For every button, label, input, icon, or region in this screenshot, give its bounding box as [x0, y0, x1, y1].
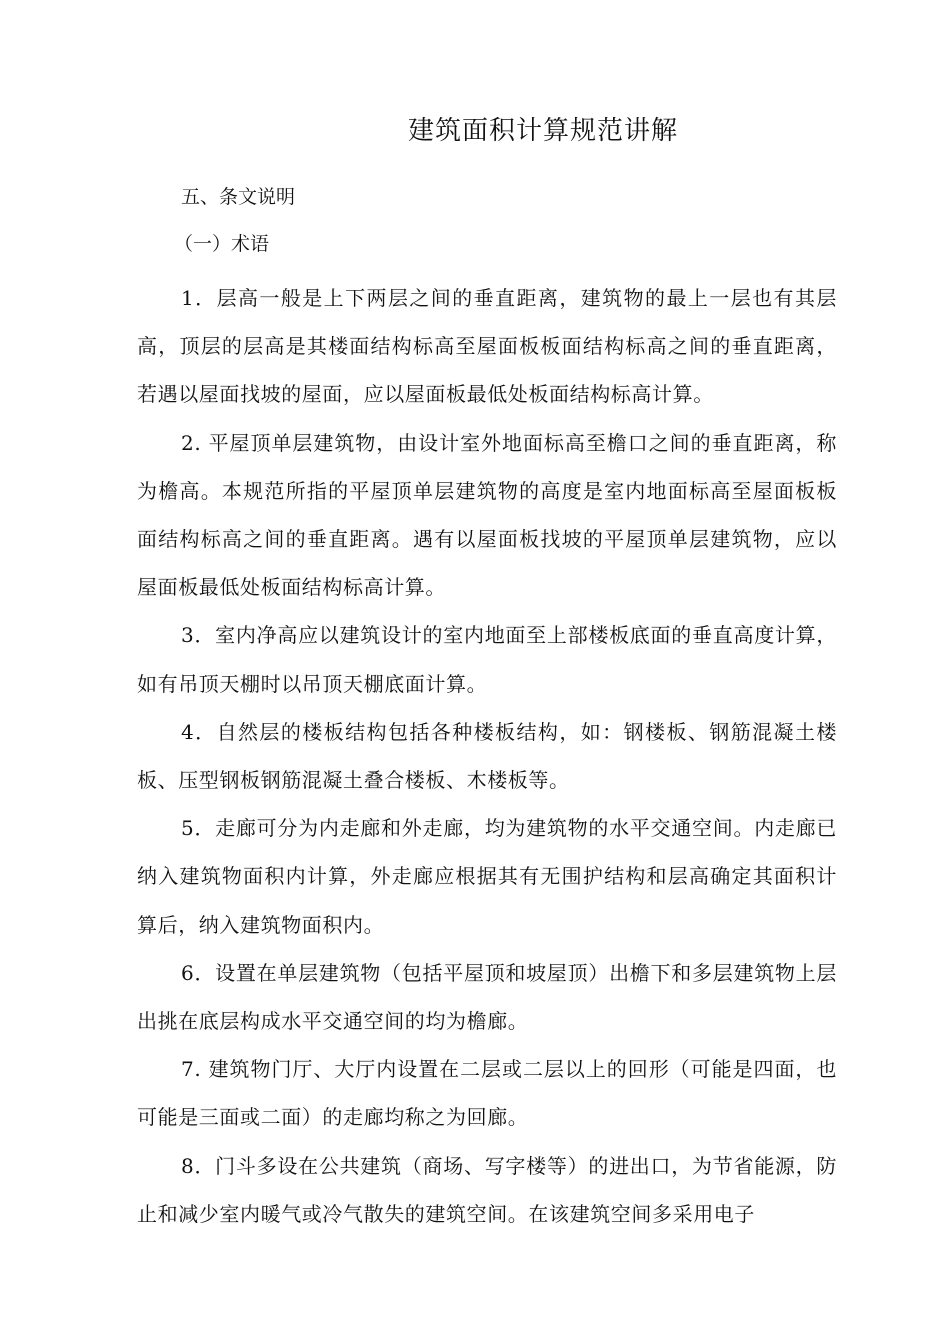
paragraph-2: 2. 平屋顶单层建筑物，由设计室外地面标高至檐口之间的垂直距离，称为檐高。本规范所指的平屋顶单层建筑物的高度是室内地面标高至屋面板板面结构标高之间的垂直距离。遇有以屋面板找坡的平屋顶单层建筑物，应以屋面板最低处板面结构标高计算。 — [137, 430, 837, 600]
paragraph-1: 1．层高一般是上下两层之间的垂直距离，建筑物的最上一层也有其层高，顶层的层高是其楼面结构标高至屋面板板面结构标高之间的垂直距离，若遇以屋面找坡的屋面，应以屋面板最低处板面结构标高计算。 — [137, 286, 837, 407]
paragraph-5: 5．走廊可分为内走廊和外走廊，均为建筑物的水平交通空间。内走廊已纳入建筑物面积内计算，外走廊应根据其有无围护结构和层高确定其面积计算后，纳入建筑物面积内。 — [137, 816, 837, 937]
body-text — [137, 274, 837, 1238]
paragraph-6: 6．设置在单层建筑物（包括平屋顶和坡屋顶）出檐下和多层建筑物上层出挑在底层构成水平交通空间的均为檐廊。 — [137, 960, 837, 1034]
section-heading: 五、条文说明 — [181, 186, 296, 208]
document-title: 建筑面积计算规范讲解 — [408, 116, 679, 146]
paragraph-3: 3．室内净高应以建筑设计的室内地面至上部楼板底面的垂直高度计算，如有吊顶天棚时以吊顶天棚底面计算。 — [137, 623, 837, 696]
paragraph-8: 8．门斗多设在公共建筑（商场、写字楼等）的进出口，为节省能源，防止和减少室内暖气或冷气散失的建筑空间。在该建筑空间多采用电子 — [137, 1153, 837, 1226]
paragraph-4: 4．自然层的楼板结构包括各种楼板结构，如：钢楼板、钢筋混凝土楼板、压型钢板钢筋混凝土叠合楼板、木楼板等。 — [137, 719, 837, 793]
subsection-heading: （一）术语 — [174, 233, 270, 255]
paragraph-7: 7. 建筑物门厅、大厅内设置在二层或二层以上的回形（可能是四面，也可能是三面或二面）的走廊均称之为回廊。 — [137, 1057, 837, 1130]
